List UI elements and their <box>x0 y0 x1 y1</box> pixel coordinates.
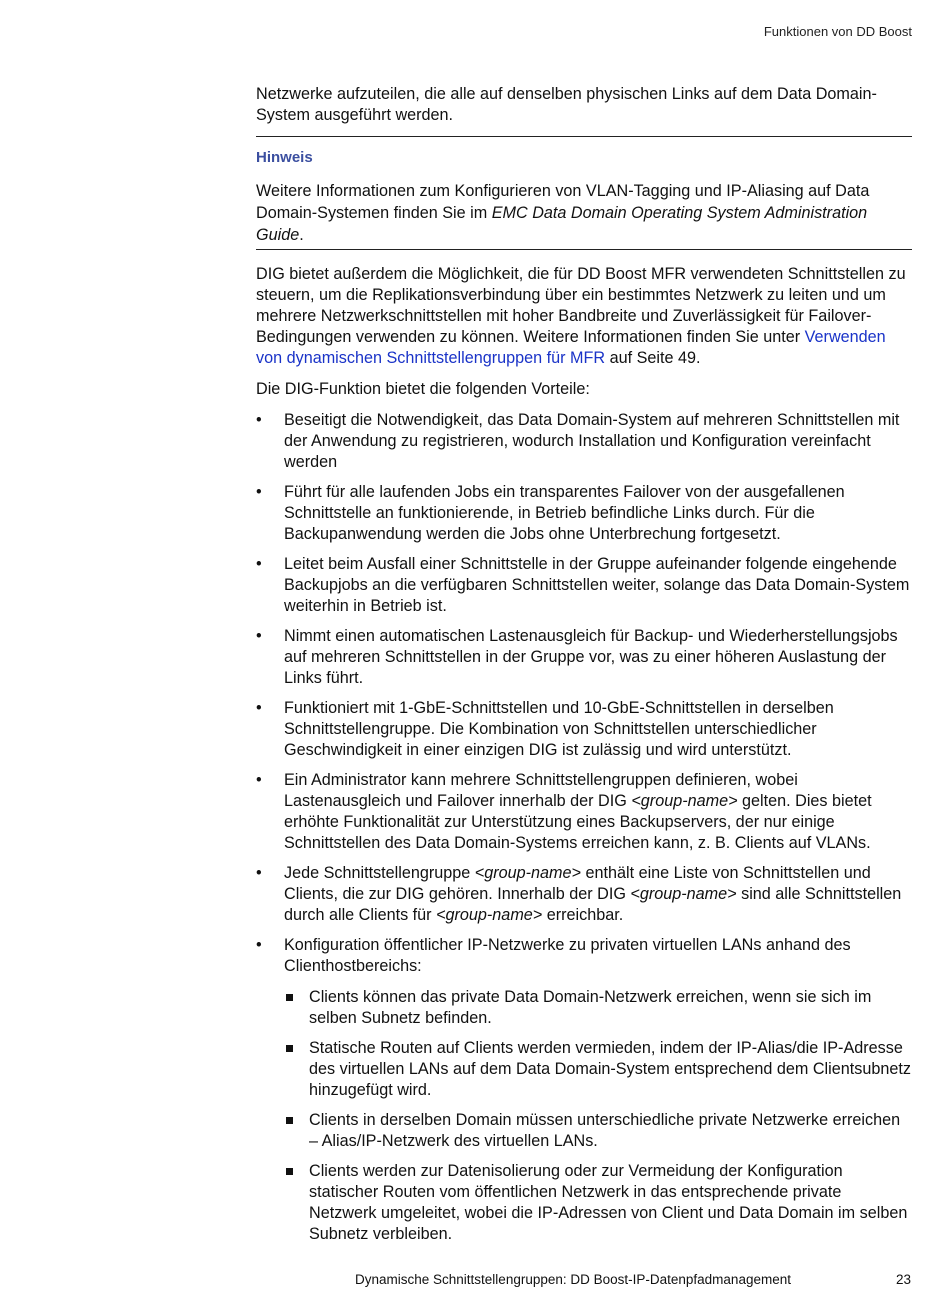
benefits-list <box>256 410 912 1245</box>
sub-list-item-text: Clients können das private Data Domain-Netzwerk erreichen, wenn sie sich im selben Subnetz befinden. <box>309 988 872 1027</box>
group-name-placeholder: <group-name> <box>631 792 738 810</box>
list-item-text <box>284 771 872 852</box>
note-text <box>256 180 912 246</box>
group-name-placeholder: <group-name> <box>436 906 543 924</box>
sub-list-item <box>284 1161 912 1245</box>
bullet-icon: • <box>256 864 262 882</box>
page-number: 23 <box>895 1272 911 1287</box>
sub-list <box>284 987 912 1245</box>
list-item-text: Nimmt einen automatischen Lastenausgleich für Backup- und Wiederherstellungsjobs auf mehreren Schnittstellen in der Gruppe vor, was zu einer höheren Auslastung der Links führt. <box>284 627 898 687</box>
sub-list-item <box>284 987 912 1029</box>
dig-paragraph <box>256 264 912 369</box>
page-body <box>256 84 912 1254</box>
dig-text-after: auf Seite 49. <box>605 349 701 367</box>
list-item <box>256 770 912 854</box>
bullet-icon: • <box>256 483 262 501</box>
list-item <box>256 410 912 473</box>
bullet-icon: • <box>256 411 262 429</box>
list-item <box>256 626 912 689</box>
note-box <box>256 136 912 250</box>
bullet-icon: • <box>256 936 262 954</box>
text-run: enthält eine Liste von Schnittstellen und Clients, die zur DIG gehören. Innerhalb der DIG <box>284 864 871 903</box>
square-bullet-icon <box>286 1045 293 1052</box>
list-item-text: Leitet beim Ausfall einer Schnittstelle in der Gruppe aufeinander folgende eingehende Backupjobs an die verfügbaren Schnittstellen weiter, solange das Data Domain-System weiterhin in Betrieb ist. <box>284 555 910 615</box>
text-run: erreichbar. <box>542 906 624 924</box>
list-item-text: Beseitigt die Notwendigkeit, das Data Domain-System auf mehreren Schnittstellen mit der Anwendung zu registrieren, wodurch Installation und Konfiguration vereinfacht werden <box>284 411 900 471</box>
note-title: Hinweis <box>256 149 313 166</box>
running-header: Funktionen von DD Boost <box>763 24 912 39</box>
bullet-icon: • <box>256 699 262 717</box>
note-text-after: . <box>299 226 304 244</box>
group-name-placeholder: <group-name> <box>630 885 737 903</box>
bullet-icon: • <box>256 555 262 573</box>
sub-list-item-text: Clients werden zur Datenisolierung oder zur Vermeidung der Konfiguration statischer Routen vom öffentlichen Netzwerk in das entsprechende private Netzwerk umgeleitet, wobei die IP-Adressen von Client und Data Domain im selben Subnetz verbleiben. <box>309 1162 908 1243</box>
list-item <box>256 482 912 545</box>
footer-chapter-title: Dynamische Schnittstellengruppen: DD Boost-IP-Datenpfadmanagement <box>355 1272 791 1287</box>
sub-list-item <box>284 1038 912 1101</box>
admin-guide-title: EMC Data Domain Operating System Administration Guide <box>256 204 868 244</box>
square-bullet-icon <box>286 1117 293 1124</box>
text-run: gelten. Dies bietet erhöhte Funktionalität zur Unterstützung eines Backupservers, der nur einige Schnittstellen des Data Domain-Systems erreichen kann, z. B. Clients auf VLANs. <box>284 792 872 852</box>
sub-list-item <box>284 1110 912 1152</box>
note-text-before: Weitere Informationen zum Konfigurieren von VLAN-Tagging und IP-Aliasing auf Data Domain-Systemen finden Sie im <box>256 182 870 222</box>
group-name-placeholder: <group-name> <box>474 864 581 882</box>
list-item-text: Funktioniert mit 1-GbE-Schnittstellen und 10-GbE-Schnittstellen in derselben Schnittstellengruppe. Die Kombination von Schnittstellen unterschiedlicher Geschwindigkeit in einer einzigen DIG ist zulässig und wird unterstützt. <box>284 699 834 759</box>
list-item-text: Konfiguration öffentlicher IP-Netzwerke zu privaten virtuellen LANs anhand des Clienthostbereichs: <box>284 936 851 975</box>
list-item <box>256 935 912 1245</box>
intro-paragraph: Netzwerke aufzuteilen, die alle auf denselben physischen Links auf dem Data Domain-System ausgeführt werden. <box>256 85 877 124</box>
text-run: sind alle Schnittstellen durch alle Clients für <box>284 885 902 924</box>
list-item-text: Führt für alle laufenden Jobs ein transparentes Failover von der ausgefallenen Schnittstelle an funktionierende, in Betrieb befindliche Links durch. Für die Backupanwendung werden die Jobs ohne Unterbrechung fortgesetzt. <box>284 483 845 543</box>
square-bullet-icon <box>286 1168 293 1175</box>
text-run: Ein Administrator kann mehrere Schnittstellengruppen definieren, wobei Lastenausgleich und Failover innerhalb der DIG <box>284 771 798 810</box>
dig-text-before: DIG bietet außerdem die Möglichkeit, die für DD Boost MFR verwendeten Schnittstellen zu steuern, um die Replikationsverbindung über ein bestimmtes Netzwerk zu leiten und um mehrere Netzwerkschnittstellen mit hoher Bandbreite und Zuverlässigkeit für Failover-Bedingungen verwenden zu können. Weitere Informationen finden Sie unter <box>256 265 906 346</box>
list-item <box>256 863 912 926</box>
list-item <box>256 698 912 761</box>
list-item <box>256 554 912 617</box>
bullet-icon: • <box>256 627 262 645</box>
list-item-text <box>284 864 901 924</box>
text-run: Jede Schnittstellengruppe <box>284 864 475 882</box>
square-bullet-icon <box>286 994 293 1001</box>
sub-list-item-text: Statische Routen auf Clients werden vermieden, indem der IP-Alias/die IP-Adresse des virtuellen LANs auf dem Data Domain-System entsprechend dem Clientsubnetz hinzugefügt wird. <box>309 1039 911 1099</box>
sub-list-item-text: Clients in derselben Domain müssen unterschiedliche private Netzwerke erreichen – Alias/IP-Netzwerk des virtuellen LANs. <box>309 1111 901 1150</box>
mfr-cross-reference-link[interactable]: Verwenden von dynamischen Schnittstellengruppen für MFR <box>256 328 886 367</box>
bullet-icon: • <box>256 771 262 789</box>
benefits-intro: Die DIG-Funktion bietet die folgenden Vorteile: <box>256 380 590 398</box>
